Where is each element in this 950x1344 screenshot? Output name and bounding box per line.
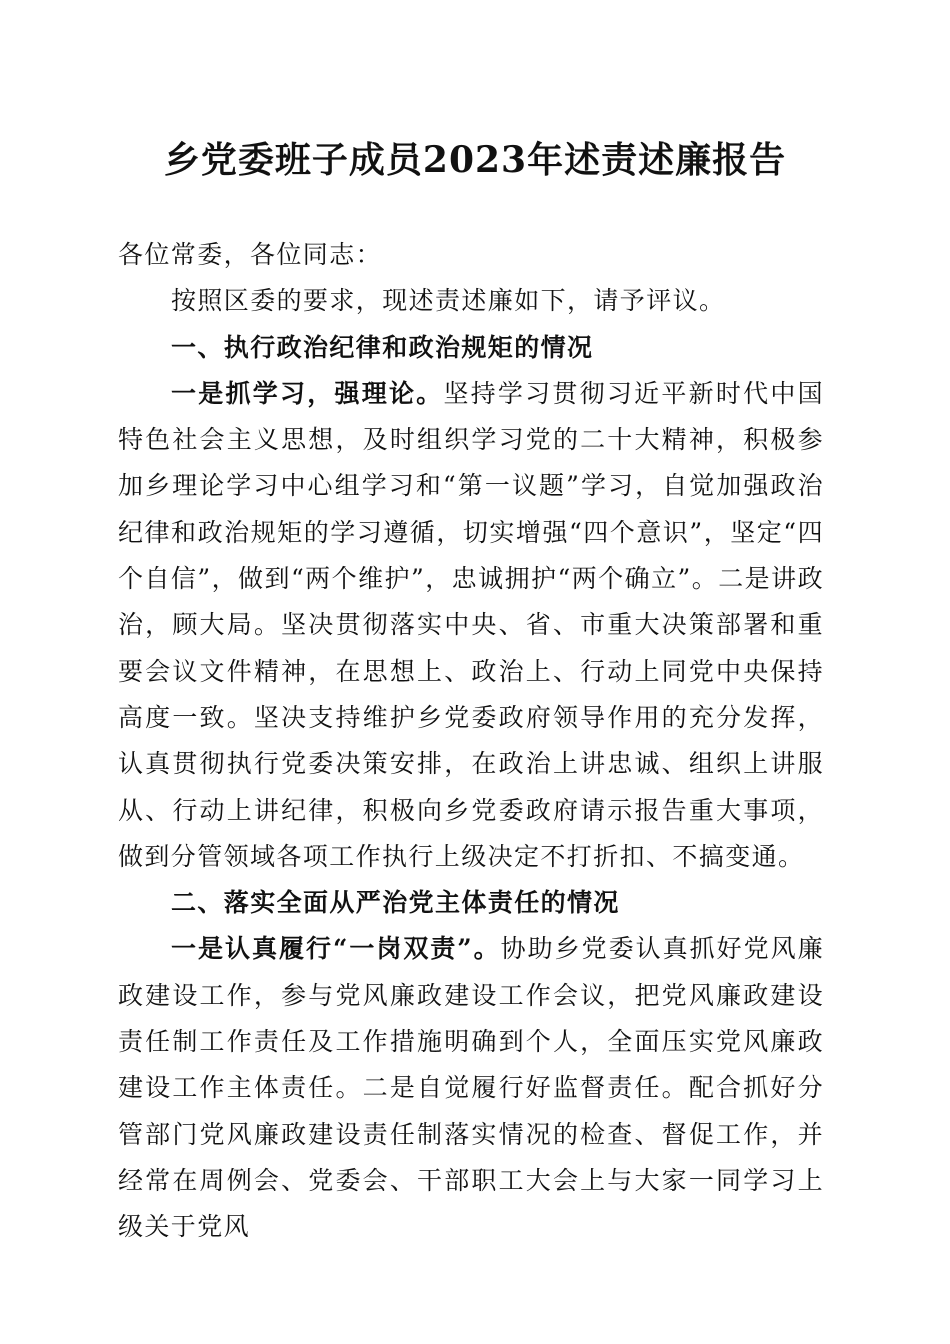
section-2-body: 协助乡党委认真抓好党风廉政建设工作，参与党风廉政建设工作会议，把党风廉政建设责任制工作责任及工作措施明确到个人，全面压实党风廉政建设工作主体责任。二是自觉履行好监督责任。配合抓好分管部门党风廉政建设责任制落实情况的检查、督促工作，并经常在周例会、党委会、干部职工大会上与大家一同学习上级关于党风 xyxy=(118,934,824,1242)
section-heading-2: 二、落实全面从严治党主体责任的情况 xyxy=(171,888,620,918)
section-heading-1: 一、执行政治纪律和政治规矩的情况 xyxy=(171,332,594,362)
section-2-lead: 一是认真履行“一岗双责”。 xyxy=(171,934,501,964)
section-2-paragraph xyxy=(118,926,824,1250)
intro-paragraph: 按照区委的要求，现述责述廉如下，请予评议。 xyxy=(171,286,726,316)
document-body xyxy=(118,232,824,1251)
salutation: 各位常委，各位同志： xyxy=(118,240,383,269)
section-1-body: 坚持学习贯彻习近平新时代中国特色社会主义思想，及时组织学习党的二十大精神，积极参加乡理论学习中心组学习和“第一议题”学习，自觉加强政治纪律和政治规矩的学习遵循，切实增强“四个意识”，坚定“四个自信”，做到“两个维护”，忠诚拥护“两个确立”。二是讲政治，顾大局。坚决贯彻落实中央、省、市重大决策部署和重要会议文件精神，在思想上、政治上、行动上同党中央保持高度一致。坚决支持维护乡党委政府领导作用的充分发挥，认真贯彻执行党委决策安排，在政治上讲忠诚、组织上讲服从、行动上讲纪律，积极向乡党委政府请示报告重大事项，做到分管领域各项工作执行上级决定不打折扣、不搞变通。 xyxy=(118,378,824,871)
section-1-lead: 一是抓学习，强理论。 xyxy=(171,378,444,408)
document-title: 乡党委班子成员2023年述责述廉报告 xyxy=(163,139,787,181)
section-1-paragraph xyxy=(118,371,824,880)
